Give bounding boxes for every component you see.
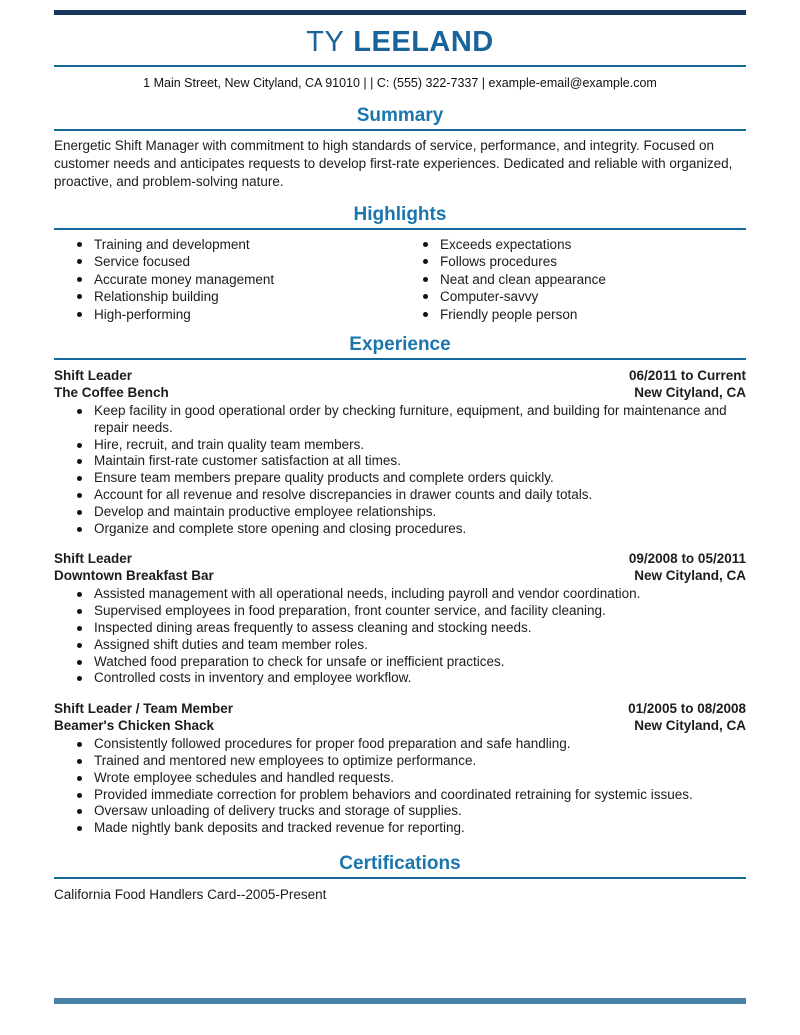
job-bullet: Trained and mentored new employees to optimize performance. xyxy=(54,753,746,770)
job-role: Shift Leader xyxy=(54,551,133,567)
highlight-item: Follows procedures xyxy=(400,253,746,270)
job-bullet: Provided immediate correction for problem behaviors and coordinated retraining for systemic issues. xyxy=(54,787,746,804)
section-title-highlights: Highlights xyxy=(353,204,447,225)
highlight-item: Accurate money management xyxy=(54,271,400,288)
job-bullet: Wrote employee schedules and handled requests. xyxy=(54,770,746,787)
job-dates: 06/2011 to Current xyxy=(628,368,746,384)
job-bullet: Account for all revenue and resolve discrepancies in drawer counts and daily totals. xyxy=(54,487,746,504)
job-location: New Cityland, CA xyxy=(634,718,746,734)
highlights-divider xyxy=(54,228,746,230)
job-bullet: Hire, recruit, and train quality team members. xyxy=(54,437,746,454)
job-role: Shift Leader / Team Member xyxy=(54,701,234,717)
job-role: Shift Leader xyxy=(54,368,133,384)
certification-item: California Food Handlers Card--2005-Present xyxy=(54,886,327,902)
page-title xyxy=(54,26,746,59)
highlight-item: Exceeds expectations xyxy=(400,236,746,253)
highlights-right-column xyxy=(400,236,746,323)
highlight-item: High-performing xyxy=(54,306,400,323)
section-title-certifications: Certifications xyxy=(339,852,461,874)
job-bullet: Maintain first-rate customer satisfaction at all times. xyxy=(54,453,746,470)
job-bullet-list xyxy=(54,403,746,537)
job-bullet: Made nightly bank deposits and tracked revenue for reporting. xyxy=(54,820,746,837)
experience-divider xyxy=(54,358,746,360)
job-bullet-list xyxy=(54,736,746,837)
job-entry xyxy=(54,367,746,537)
section-title-experience: Experience xyxy=(349,334,451,356)
job-bullet: Assisted management with all operational needs, including payroll and vendor coordination. xyxy=(54,586,746,603)
job-bullet: Assigned shift duties and team member roles. xyxy=(54,637,746,654)
highlight-item: Service focused xyxy=(54,253,400,270)
last-name: LEELAND xyxy=(353,26,494,58)
job-bullet: Consistently followed procedures for proper food preparation and safe handling. xyxy=(54,736,746,753)
contact-line: 1 Main Street, New Cityland, CA 91010 | | C: (555) 322-7337 | example-email@example.com xyxy=(143,76,657,90)
summary-divider xyxy=(54,129,746,131)
highlights-left-column xyxy=(54,236,400,323)
header-divider xyxy=(54,65,746,67)
highlights-list xyxy=(54,236,746,323)
job-bullet-list xyxy=(54,586,746,687)
job-company: The Coffee Bench xyxy=(54,385,169,401)
job-location: New Cityland, CA xyxy=(634,385,746,401)
job-bullet: Watched food preparation to check for unsafe or inefficient practices. xyxy=(54,654,746,671)
job-bullet: Oversaw unloading of delivery trucks and storage of supplies. xyxy=(54,803,746,820)
highlight-item: Computer-savvy xyxy=(400,288,746,305)
highlight-item: Relationship building xyxy=(54,288,400,305)
job-bullet: Keep facility in good operational order by checking furniture, equipment, and building for maintenance and repair needs. xyxy=(54,403,746,437)
job-bullet: Inspected dining areas frequently to assess cleaning and stocking needs. xyxy=(54,620,746,637)
job-bullet: Ensure team members prepare quality products and complete orders quickly. xyxy=(54,470,746,487)
summary-text: Energetic Shift Manager with commitment to high standards of service, performance, and integrity. Focused on customer needs and anticipates requests to develop first-rate experiences. Dedicated and reliable with organized, proactive, and problem-solving nature. xyxy=(54,138,733,189)
highlight-item: Training and development xyxy=(54,236,400,253)
job-bullet: Organize and complete store opening and closing procedures. xyxy=(54,521,746,538)
job-entry xyxy=(54,700,746,837)
job-bullet: Controlled costs in inventory and employee workflow. xyxy=(54,670,746,687)
highlight-item: Friendly people person xyxy=(400,306,746,323)
top-accent-bar xyxy=(54,10,746,15)
highlight-item: Neat and clean appearance xyxy=(400,271,746,288)
job-dates: 09/2008 to 05/2011 xyxy=(628,551,746,567)
section-title-summary: Summary xyxy=(356,105,444,126)
job-company: Beamer's Chicken Shack xyxy=(54,718,215,734)
certifications-divider xyxy=(54,877,746,879)
bottom-accent-bar xyxy=(54,998,746,1004)
job-dates: 01/2005 to 08/2008 xyxy=(628,701,746,717)
job-bullet: Supervised employees in food preparation, front counter service, and facility cleaning. xyxy=(54,603,746,620)
first-name: TY xyxy=(306,26,345,58)
job-company: Downtown Breakfast Bar xyxy=(54,568,214,584)
job-entry xyxy=(54,550,746,687)
job-bullet: Develop and maintain productive employee relationships. xyxy=(54,504,746,521)
job-location: New Cityland, CA xyxy=(634,568,746,584)
